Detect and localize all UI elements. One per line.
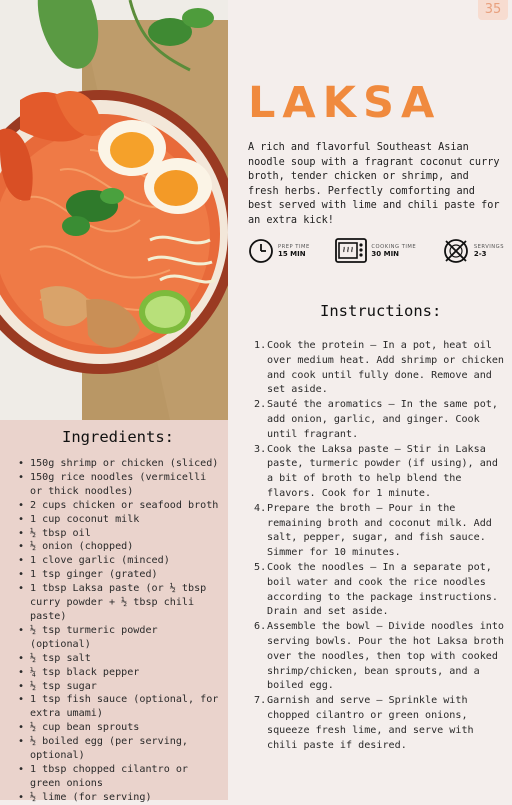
prep-time [248, 236, 310, 266]
step-text: Cook the Laksa paste – Stir in Laksa paste, turmeric powder (if using), and a bit of broth to help blend the flavors. Cook for 1 minute. [267, 443, 498, 499]
recipe-intro: A rich and flavorful Southeast Asian noodle soup with a fragrant coconut curry broth, tender chicken or shrimp, and fresh herbs. Perfectly comforting and best served with lime and chili paste for an extra kick! [248, 142, 500, 226]
instruction-step [254, 443, 506, 502]
ingredient-item: • 150g rice noodles (vermicelli or thick noodles) [16, 471, 224, 499]
instruction-step [254, 339, 506, 398]
step-number: 6. [254, 621, 267, 633]
cooking-time [335, 236, 416, 266]
prep-time-label: PREP TIME [278, 244, 310, 250]
ingredient-item: • ¼ tsp black pepper [16, 666, 224, 680]
step-text: Sauté the aromatics – In the same pot, add onion, garlic, and ginger. Cook until fragrant. [267, 399, 498, 440]
ingredient-item: • ½ onion (chopped) [16, 540, 224, 554]
cooking-time-label: COOKING TIME [371, 244, 417, 250]
step-text: Assemble the bowl – Divide noodles into serving bowls. Pour the hot Laksa broth over the noodles, then top with cooked shrimp/chicken, bean sprouts, and a boiled egg. [267, 621, 505, 692]
instructions-heading: Instructions: [320, 302, 442, 320]
instruction-step [254, 561, 506, 620]
step-number: 1. [254, 340, 267, 351]
ingredient-item: • 1 tsp ginger (grated) [16, 568, 224, 582]
ingredient-item: • ½ cup bean sprouts [16, 721, 224, 735]
step-text: Cook the noodles – In a separate pot, boil water and cook the rice noodles according to the package instructions. Drain and set aside. [267, 561, 498, 618]
oven-icon [335, 238, 367, 264]
cooking-time-value: 30 MIN [371, 250, 400, 258]
ingredient-item: • ½ tsp sugar [16, 680, 224, 694]
ingredient-item: • 1 tbsp Laksa paste (or ½ tbsp curry powder + ½ tbsp chili paste) [16, 582, 224, 624]
recipe-meta [248, 236, 504, 266]
instruction-step [254, 694, 506, 753]
ingredient-item: • 1 tsp fish sauce (optional, for extra umami) [16, 693, 224, 721]
instruction-step [254, 620, 506, 694]
clock-icon [248, 238, 274, 264]
ingredients-list [16, 457, 224, 805]
instruction-step [254, 502, 506, 561]
step-number: 4. [254, 502, 267, 514]
instruction-step [254, 398, 506, 442]
step-number: 7. [254, 695, 267, 707]
ingredient-item: • 1 cup coconut milk [16, 513, 224, 527]
step-text: Prepare the broth – Pour in the remaining broth and coconut milk. Add salt, pepper, sugar, and fish sauce. Simmer for 10 minutes. [267, 502, 492, 559]
ingredient-item: • ½ tsp salt [16, 652, 224, 666]
page-number: 35 [478, 0, 508, 20]
ingredient-item: • 1 clove garlic (minced) [16, 554, 224, 568]
step-number: 2. [254, 399, 267, 411]
step-number: 5. [254, 561, 267, 573]
ingredients-heading: Ingredients: [62, 428, 174, 446]
servings-value: 2-3 [473, 250, 487, 258]
ingredient-item: • ½ boiled egg (per serving, optional) [16, 735, 224, 763]
ingredient-item: • ½ tsp turmeric powder (optional) [16, 624, 224, 652]
prep-time-value: 15 MIN [278, 250, 306, 258]
ingredient-item: • 1 tbsp chopped cilantro or green onions [16, 763, 224, 791]
instructions-list [254, 339, 506, 753]
utensils-icon [442, 238, 470, 264]
step-text: Garnish and serve – Sprinkle with chopped cilantro or green onions, squeeze fresh lime, and serve with chili paste if desired. [267, 695, 474, 751]
laksa-photo [0, 0, 228, 420]
servings-label: SERVINGS [473, 244, 504, 250]
ingredient-item: • 150g shrimp or chicken (sliced) [16, 457, 224, 471]
ingredient-item: • ½ lime (for serving) [16, 791, 224, 805]
servings [442, 236, 504, 266]
recipe-title: LAKSA [248, 78, 442, 128]
step-text: Cook the protein – In a pot, heat oil over medium heat. Add shrimp or chicken and cook until fully done. Remove and set aside. [267, 340, 505, 396]
ingredient-item: • ½ tbsp oil [16, 527, 224, 541]
ingredient-item: • 2 cups chicken or seafood broth [16, 499, 224, 513]
step-number: 3. [254, 443, 267, 455]
